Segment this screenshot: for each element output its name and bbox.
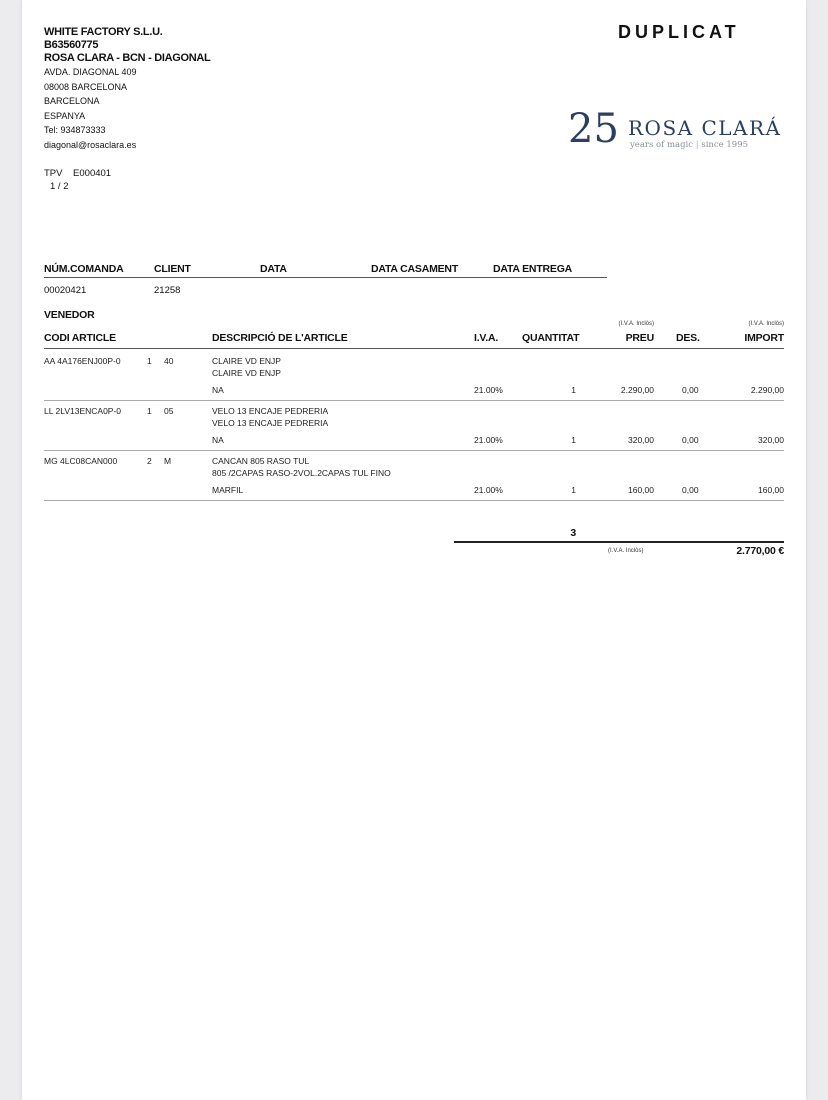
article-code: MG 4LC08CAN000 — [44, 456, 118, 466]
article-description: CANCAN 805 RASO TUL — [212, 456, 310, 466]
article-size: 40 — [164, 356, 174, 366]
seller-label: VENEDOR — [44, 309, 95, 321]
price-vat-note: (I.V.A. Inclòs) — [618, 321, 654, 327]
article-color: MARFIL — [212, 485, 244, 495]
address-line: BARCELONA — [44, 96, 100, 106]
company-block — [44, 26, 210, 152]
address-line: AVDA. DIAGONAL 409 — [44, 67, 137, 77]
logo-tagline-right: since 1995 — [701, 140, 749, 150]
grand-total: 2.770,00 € — [736, 545, 784, 557]
row-divider — [44, 450, 784, 451]
order-number-value: 00020421 — [44, 285, 87, 296]
row-divider — [44, 500, 784, 501]
article-description: VELO 13 ENCAJE PEDRERIA — [212, 406, 329, 416]
article-import: 320,00 — [758, 435, 784, 445]
total-vat-note: (I.V.A. Inclòs) — [608, 548, 644, 554]
quantity-header: QUANTITAT — [522, 332, 580, 344]
wedding-date-header: DATA CASAMENT — [371, 263, 459, 275]
company-name: WHITE FACTORY S.L.U. — [44, 26, 163, 38]
article-price: 160,00 — [628, 485, 654, 495]
article-line-number: 1 — [147, 406, 152, 416]
import-header: IMPORT — [744, 332, 784, 344]
article-size: 05 — [164, 406, 174, 416]
article-quantity: 1 — [571, 385, 576, 395]
vat-header: I.V.A. — [474, 332, 499, 344]
article-vat: 21.00% — [474, 485, 503, 495]
date-header: DATA — [260, 263, 287, 275]
order-header-rule — [44, 277, 607, 278]
article-price: 320,00 — [628, 435, 654, 445]
article-description-2: VELO 13 ENCAJE PEDRERIA — [212, 418, 329, 428]
description-header: DESCRIPCIÓ DE L'ARTICLE — [212, 332, 348, 344]
article-description: CLAIRE VD ENJP — [212, 356, 281, 366]
rosa-clara-logo — [568, 106, 798, 156]
article-vat: 21.00% — [474, 385, 503, 395]
totals-rule — [454, 541, 784, 543]
store-name: ROSA CLARA - BCN - DIAGONAL — [44, 52, 211, 64]
logo-number: 25 — [568, 106, 619, 152]
article-description-2: 805 /2CAPAS RASO-2VOL.2CAPAS TUL FINO — [212, 468, 391, 478]
logo-brand: ROSA CLARÁ — [628, 116, 782, 140]
article-size: M — [164, 456, 172, 466]
article-line-number: 2 — [147, 456, 152, 466]
article-import: 160,00 — [758, 485, 784, 495]
article-import: 2.290,00 — [750, 385, 784, 395]
article-quantity: 1 — [571, 485, 576, 495]
duplicate-label: DUPLICAT — [618, 22, 740, 42]
table-row — [44, 406, 121, 416]
article-code: LL 2LV13ENCA0P-0 — [44, 406, 122, 416]
table-row — [44, 356, 121, 366]
article-vat: 21.00% — [474, 435, 503, 445]
email: diagonal@rosaclara.es — [44, 139, 137, 150]
article-code-header: CODI ARTICLE — [44, 332, 116, 344]
article-code: AA 4A176ENJ00P-0 — [44, 356, 121, 366]
delivery-date-header: DATA ENTREGA — [493, 263, 573, 275]
company-nif: B63560775 — [44, 39, 99, 51]
article-color: NA — [212, 435, 224, 445]
tpv-label: TPV — [44, 168, 63, 179]
row-divider — [44, 400, 784, 401]
total-quantity: 3 — [570, 527, 576, 539]
tpv-block — [44, 167, 111, 193]
article-description-2: CLAIRE VD ENJP — [212, 368, 281, 378]
import-vat-note: (I.V.A. Inclòs) — [748, 321, 784, 327]
price-header: PREU — [625, 332, 654, 344]
client-header: CLIENT — [154, 263, 191, 275]
article-quantity: 1 — [571, 435, 576, 445]
tpv-code: E000401 — [73, 168, 112, 179]
invoice-page — [22, 0, 806, 1100]
address-line: 08008 BARCELONA — [44, 81, 128, 92]
table-row — [44, 456, 117, 466]
logo-tagline — [630, 140, 748, 150]
client-value: 21258 — [154, 285, 181, 296]
article-discount: 0,00 — [682, 435, 699, 445]
logo-tagline-separator: | — [695, 140, 699, 150]
article-discount: 0,00 — [682, 485, 699, 495]
items-header-rule — [44, 348, 784, 349]
logo-tagline-left: years of magic — [630, 140, 694, 150]
phone: Tel: 934873333 — [44, 125, 106, 135]
order-number-header: NÚM.COMANDA — [44, 263, 124, 275]
article-discount: 0,00 — [682, 385, 699, 395]
discount-header: DES. — [676, 332, 700, 344]
page-number: 1 / 2 — [50, 181, 69, 192]
article-price: 2.290,00 — [620, 385, 654, 395]
address-line: ESPANYA — [44, 110, 86, 121]
article-color: NA — [212, 385, 224, 395]
article-line-number: 1 — [147, 356, 152, 366]
